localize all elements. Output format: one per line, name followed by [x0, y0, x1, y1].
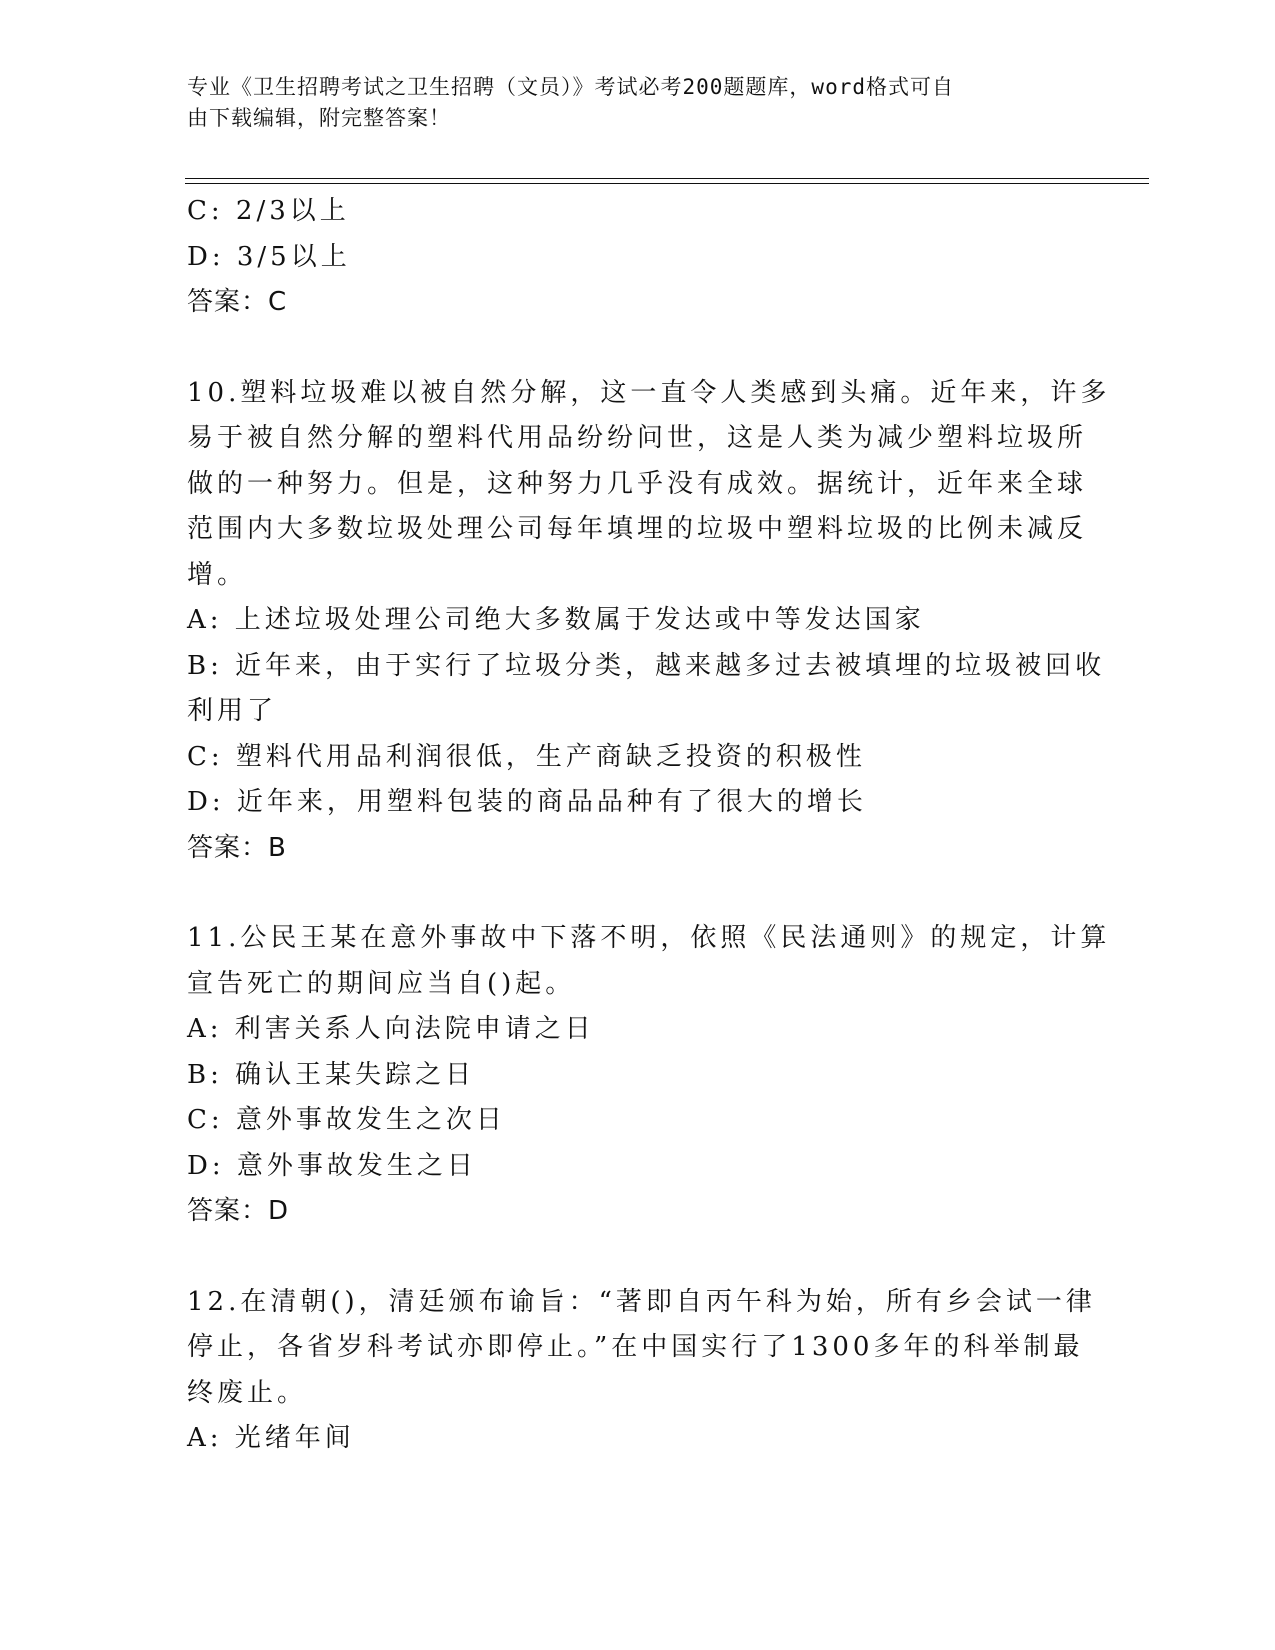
- header-line: 由下载编辑，附完整答案！: [187, 106, 451, 130]
- question-stem-line: 宣告死亡的期间应当自()起。: [187, 968, 576, 999]
- question-11: [187, 916, 1111, 1235]
- question-stem-line: 11.公民王某在意外事故中下落不明，依照《民法通则》的规定，计算: [187, 923, 1111, 953]
- option-line: A: 上述垃圾处理公司绝大多数属于发达或中等发达国家: [187, 605, 925, 635]
- question-10: [187, 371, 1111, 872]
- question-stem-line: 范围内大多数垃圾处理公司每年填埋的垃圾中塑料垃圾的比例未减反: [187, 514, 1088, 544]
- prev-question-block: [187, 189, 1067, 326]
- option-line: C: 意外事故发生之次日: [187, 1105, 506, 1135]
- question-stem-line: 终废止。: [187, 1377, 308, 1408]
- spacer: [187, 1235, 1067, 1280]
- question-content: [187, 189, 1111, 1462]
- header-rule-bottom: [185, 183, 1149, 184]
- question-stem-line: 易于被自然分解的塑料代用品纷纷问世，这是人类为减少塑料垃圾所: [187, 423, 1088, 453]
- option-d: D: 3/5以上: [187, 241, 351, 272]
- question-12: [187, 1280, 1096, 1462]
- answer-line: 答案：C: [187, 287, 288, 317]
- answer-line: 答案：D: [187, 1196, 290, 1226]
- page-header: [187, 72, 1067, 134]
- option-line: D: 近年来，用塑料包装的商品品种有了很大的增长: [187, 787, 867, 817]
- question-stem-line: 做的一种努力。但是，这种努力几乎没有成效。据统计，近年来全球: [187, 468, 1088, 499]
- option-line: B: 确认王某失踪之日: [187, 1059, 476, 1090]
- header-line: 专业《卫生招聘考试之卫生招聘（文员）》考试必考200题题库，word格式可自: [187, 75, 954, 99]
- option-line: B: 近年来，由于实行了垃圾分类，越来越多过去被填埋的垃圾被回收: [187, 650, 1106, 681]
- option-line: D: 意外事故发生之日: [187, 1150, 477, 1181]
- header-rule-top: [185, 178, 1149, 179]
- question-stem-line: 10.塑料垃圾难以被自然分解，这一直令人类感到头痛。近年来，许多: [187, 377, 1111, 408]
- question-stem-line: 停止，各省岁科考试亦即停止。”在中国实行了1300多年的科举制最: [187, 1332, 1084, 1362]
- option-c: C: 2/3以上: [187, 196, 350, 226]
- question-stem-line: 12.在清朝()，清廷颁布谕旨：“著即自丙午科为始，所有乡会试一律: [187, 1286, 1096, 1317]
- option-line: A: 利害关系人向法院申请之日: [187, 1014, 595, 1044]
- option-line: A: 光绪年间: [187, 1423, 355, 1453]
- option-line: C: 塑料代用品利润很低，生产商缺乏投资的积极性: [187, 741, 866, 772]
- answer-line: 答案：B: [187, 832, 287, 863]
- spacer: [187, 326, 1067, 371]
- question-stem-line: 增。: [187, 559, 248, 590]
- option-line: 利用了: [187, 696, 278, 726]
- spacer: [187, 871, 1067, 916]
